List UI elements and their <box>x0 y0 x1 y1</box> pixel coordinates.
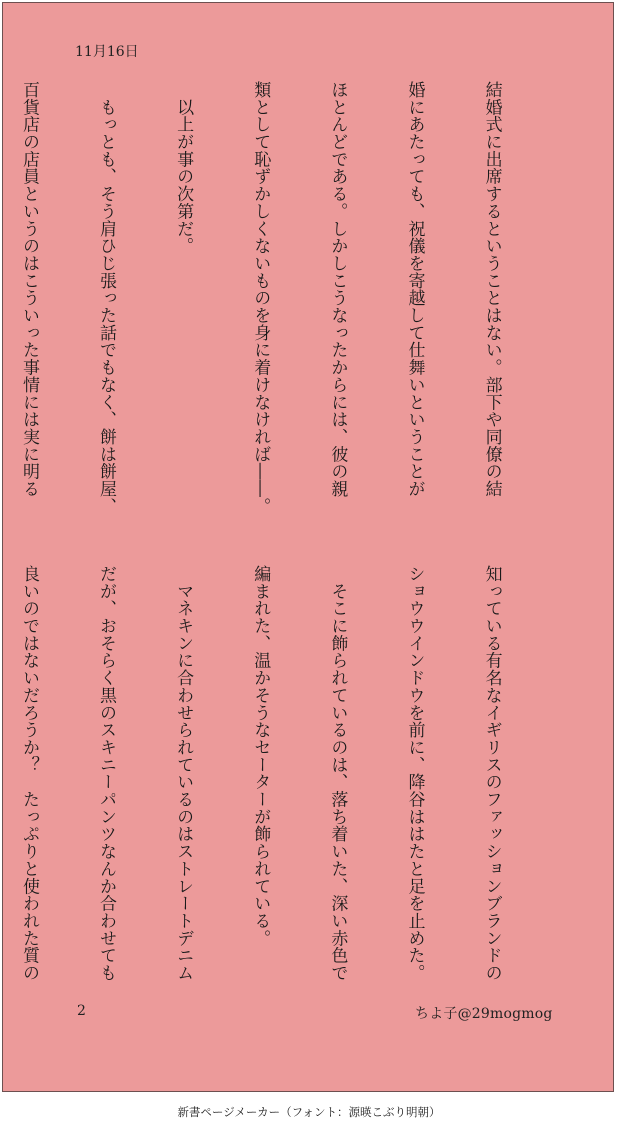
text-column: ほとんどである。しかしこうなったからには、彼の親 <box>327 81 348 498</box>
text-column: 結婚式に出席するということはない。部下や同僚の結 <box>481 81 502 498</box>
text-column: もっとも、そう肩ひじ張った話でもなく、餅は餅屋、 <box>96 81 117 515</box>
text-column: 知っている有名なイギリスのファッションブランドの <box>481 565 502 982</box>
text-column: 類として恥ずかしくないものを身に着けなければ――。 <box>250 81 271 515</box>
text-column: 良いのではないだろうか？ たっぷりと使われた質の <box>18 565 39 982</box>
text-column: そこに飾られているのは、落ち着いた、深い赤色で <box>327 565 348 982</box>
text-column: 婚にあたっても、祝儀を寄越して仕舞いということが <box>404 81 425 498</box>
author-handle: ちよ子@29mogmog <box>415 1006 553 1022</box>
text-block-upper <box>18 81 555 541</box>
text-column: だが、おそらく黒のスキニーパンツなんか合わせても <box>96 565 117 982</box>
text-column: マネキンに合わせられているのはストレートデニム <box>173 565 194 982</box>
text-column: 以上が事の次第だ。 <box>173 81 194 255</box>
text-column: ショウウインドウを前に、降谷ははたと足を止めた。 <box>404 565 425 982</box>
text-block-lower <box>18 565 555 985</box>
maker-credit: 新書ページメーカー（フォント：源暎こぶり明朝） <box>177 1105 441 1119</box>
text-column: 編まれた、温かそうなセーターが飾られている。 <box>250 565 271 947</box>
page-date: 11月16日 <box>75 44 139 60</box>
text-column: 百貨店の店員というのはこういった事情には実に明る <box>18 81 39 498</box>
page-number: 2 <box>77 1003 86 1019</box>
book-page <box>2 2 614 1092</box>
